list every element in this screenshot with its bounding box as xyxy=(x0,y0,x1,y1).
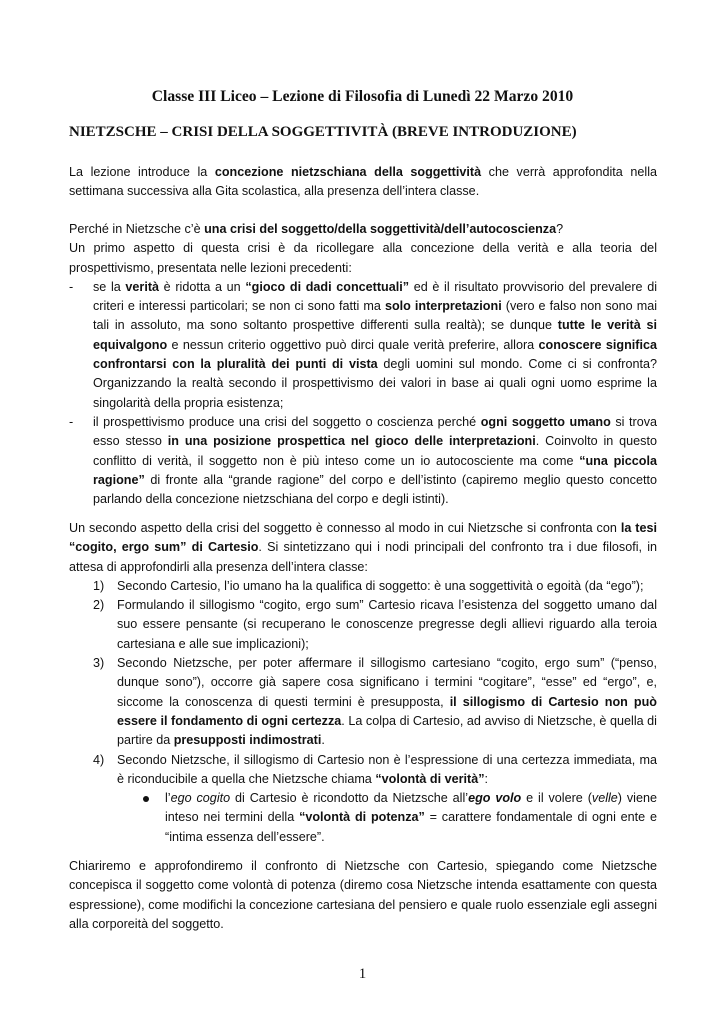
bullet-list-item xyxy=(141,789,657,847)
cartesio-lead-paragraph xyxy=(69,519,657,577)
numbered-list-item xyxy=(93,654,657,750)
list-number: 2) xyxy=(93,598,105,613)
truth-crisis-section xyxy=(69,220,657,509)
text-run: : xyxy=(484,771,488,786)
text-run: (vero e falso non sono mai tali in assoluto, ma sono soltanto prospettive differenti sulla realtà); se dunque xyxy=(93,299,658,333)
text-run: se la xyxy=(93,279,126,294)
emphasized-text: concezione nietzschiana della soggettività xyxy=(214,165,482,179)
text-run: La lezione introduce la xyxy=(69,165,215,179)
bullet-item-text xyxy=(165,791,657,844)
emphasized-text: ego volo xyxy=(468,791,522,806)
text-run: ? xyxy=(556,222,564,236)
emphasized-text: in una posizione prospettica nel gioco delle interpretazioni xyxy=(167,434,536,449)
text-run: Chiariremo e approfondiremo il confronto di Nietzsche con Cartesio, spiegando come Nietzsche concepisca il soggetto come volontà di potenza (diremo cosa Nietzsche intenda esattamente con questa espressione), come modifichi la concezione cartesiana del pensiero e quale ruolo essenziale egli assegni alla corporeità del soggetto. xyxy=(69,859,657,931)
emphasized-text: “volontà di potenza” xyxy=(299,810,425,825)
text-run: . Coinvolto in questo conflitto di verità, il soggetto non è più inteso come un io autocosciente ma come xyxy=(93,434,657,468)
text-run: . La colpa di Cartesio, ad avviso di Nietzsche, è quella di partire da xyxy=(117,713,657,748)
intro-paragraph xyxy=(69,163,657,202)
text-run: Secondo Nietzsche, per poter affermare il sillogismo cartesiano “cogito, ergo sum” (“penso, dunque sono”), occorre già sapere cosa significano i termini “cogitare”, “esse” ed “ergo”, e, siccome la conoscenza di questi termini è presupposta, xyxy=(117,656,657,709)
page-number: 1 xyxy=(358,966,367,982)
crisis-lead-paragraph xyxy=(69,239,657,278)
intro-section xyxy=(69,163,657,202)
closing-section xyxy=(69,857,657,934)
text-run: = carattere fondamentale di ogni ente e “intima essenza dell’essere”. xyxy=(165,810,657,844)
emphasized-text: una crisi del soggetto/della soggettività/dell’autocoscienza xyxy=(204,222,557,236)
emphasized-text: “una piccola ragione” xyxy=(93,453,657,487)
list-number: 4) xyxy=(93,752,105,767)
emphasized-text: velle xyxy=(591,791,618,806)
text-run: e il volere ( xyxy=(521,791,592,806)
list-number: 3) xyxy=(93,656,105,671)
numbered-list-item xyxy=(93,596,657,654)
text-run: Un primo aspetto di questa crisi è da ricollegare alla concezione della verità e alla teoria del prospettivismo, presentata nelle lezioni precedenti: xyxy=(69,241,657,275)
bullet-sublist xyxy=(117,789,657,847)
numbered-item-text xyxy=(117,579,643,593)
text-run: ) viene inteso nei termini della xyxy=(165,791,657,825)
text-run: . xyxy=(321,733,325,748)
emphasized-text: “gioco di dadi concettuali” xyxy=(245,279,410,294)
text-run: Perché in Nietzsche c’è xyxy=(69,222,205,236)
emphasized-text: il sillogismo di Cartesio non può essere il fondamento di ogni certezza xyxy=(117,694,657,728)
crisis-question xyxy=(69,220,657,239)
text-run: Un secondo aspetto della crisi del soggetto è connesso al modo in cui Nietzsche si confronta con xyxy=(69,521,621,535)
text-run: Secondo Nietzsche, il sillogismo di Cartesio non è l’espressione di una certezza immediata, ma è riconducibile a quella che Nietzsche chiama xyxy=(117,752,657,786)
text-run: di fronte alla “grande ragione” del corpo e dell’istinto (capiremo meglio questo concetto parlando della concezione nietzschiana del corpo e degli istinti). xyxy=(93,472,657,507)
emphasized-text: “volontà di verità” xyxy=(375,771,485,786)
emphasized-text: presupposti indimostrati xyxy=(173,733,322,748)
text-run: degli uomini sul mondo. Come ci si confronta? Organizzando la realtà secondo il prospettivismo dei valori in base ai quali ogni uomo esprime la singolarità della propria esistenza; xyxy=(93,357,657,410)
bullet-dot-icon xyxy=(143,796,149,802)
numbered-item-text xyxy=(117,598,657,651)
text-run: si trova esso stesso xyxy=(93,414,657,449)
text-run: che verrà approfondita nella settimana successiva alla Gita scolastica, alla presenza dell’intera classe. xyxy=(69,165,657,199)
emphasized-text: ogni soggetto umano xyxy=(480,414,611,429)
text-run: Formulando il sillogismo “cogito, ergo sum” Cartesio ricava l’esistenza del soggetto umano dal suo essere pensante (si recuperano le conoscenze pregresse degli allievi riguardo alla teroia cartesiana e alle sue implicazioni); xyxy=(117,598,657,651)
dash-list-item xyxy=(69,278,657,413)
emphasized-text: solo interpretazioni xyxy=(384,299,502,314)
crisis-dash-list xyxy=(69,278,657,510)
list-number: 1) xyxy=(93,578,105,593)
text-run: di Cartesio è ricondotto da Nietzsche all’ xyxy=(230,791,469,806)
text-run: ed è il risultato provvisorio del prevalere di criteri e interessi particolari; se non ci sono fatti ma xyxy=(93,279,658,314)
text-run: e nessun criterio oggettivo può dirci quale verità preferire, allora xyxy=(167,337,539,352)
text-run: è ridotta a un xyxy=(159,279,246,294)
dash-list-item xyxy=(69,413,657,509)
emphasized-text: verità xyxy=(125,279,160,294)
text-run: il prospettivismo produce una crisi del soggetto o coscienza perché xyxy=(93,414,481,429)
numbered-item-text xyxy=(117,753,657,786)
closing-paragraph xyxy=(69,857,657,934)
emphasized-text: ego cogito xyxy=(170,791,231,806)
document-subtitle: NIETZSCHE – CRISI DELLA SOGGETTIVITÀ (BREVE INTRODUZIONE) xyxy=(69,124,577,140)
cartesio-numbered-list xyxy=(69,577,657,847)
document-title: Classe III Liceo – Lezione di Filosofia di Lunedì 22 Marzo 2010 xyxy=(151,88,574,105)
emphasized-text: la tesi “cogito, ergo sum” di Cartesio xyxy=(69,521,657,555)
text-run: . Si sintetizzano qui i nodi principali del confronto tra i due filosofi, in attesa di approfondirli alla presenza dell’intera classe: xyxy=(69,540,657,574)
numbered-list-item xyxy=(93,751,657,847)
numbered-list-item xyxy=(93,577,657,596)
numbered-item-text xyxy=(117,656,657,747)
cartesio-section xyxy=(69,519,657,847)
emphasized-text: conoscere significa confrontarsi con la pluralità dei punti di vista xyxy=(93,337,657,372)
text-run: l’ xyxy=(165,791,171,806)
emphasized-text: tutte le verità si equivalgono xyxy=(93,318,657,352)
text-run: Secondo Cartesio, l’io umano ha la qualifica di soggetto: è una soggettività o egoità (da “ego”); xyxy=(117,578,644,593)
